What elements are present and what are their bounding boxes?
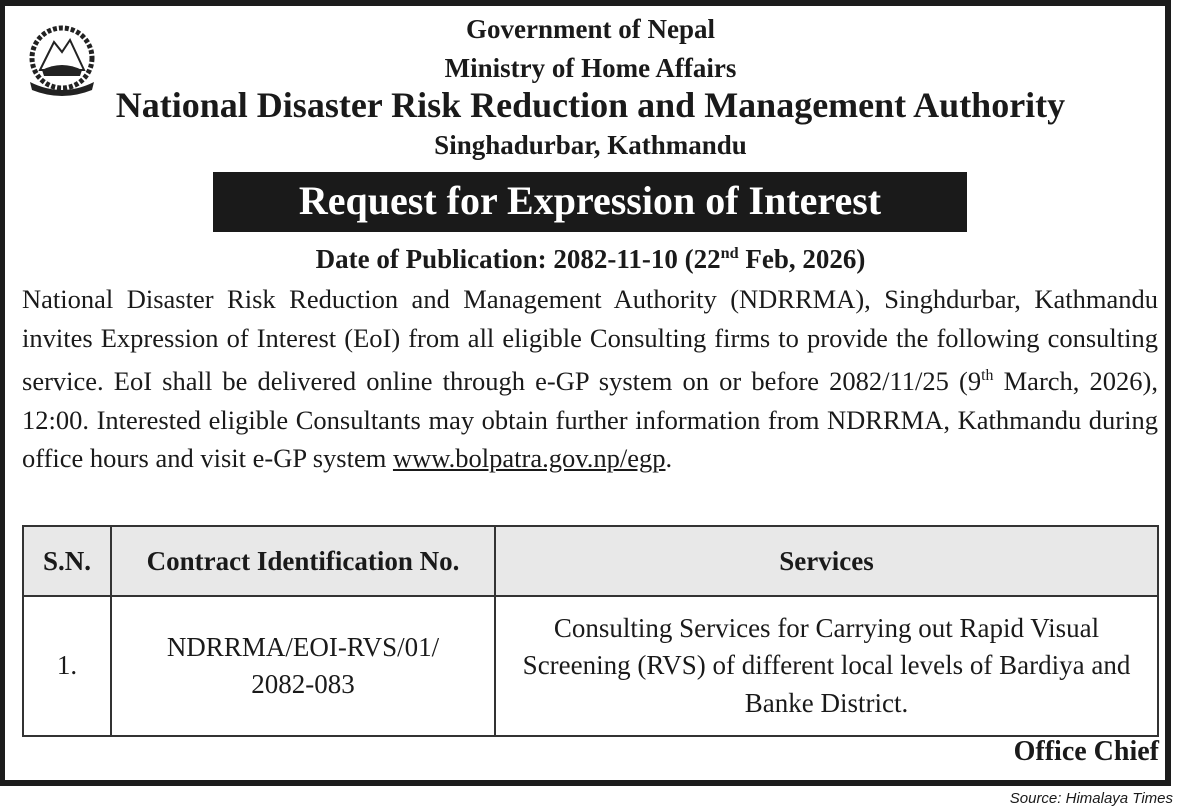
cell-service: Consulting Services for Carrying out Rapid Visual Screening (RVS) of different local levels of Bardiya and Banke District. <box>495 596 1158 736</box>
authority-title: National Disaster Risk Reduction and Management Authority <box>115 85 1066 125</box>
col-contract-id: Contract Identification No. <box>111 526 495 596</box>
table-header <box>23 526 1158 596</box>
col-sn: S.N. <box>23 526 111 596</box>
notice-banner: Request for Expression of Interest <box>213 172 967 232</box>
ministry-title: Ministry of Home Affairs <box>444 53 737 83</box>
cell-sn: 1. <box>23 596 111 736</box>
col-services: Services <box>495 526 1158 596</box>
notice-body: National Disaster Risk Reduction and Management Authority (NDRRMA), Singhdurbar, Kathmandu invites Expression of Interest (EoI) from all eligible Consulting firms to provide the following consulting service. EoI shall be delivered online through e-GP system on or before 2082/11/25 (9th March, 2026), 12:00. Interested eligible Consultants may obtain further information from NDRRMA, Kathmandu during office hours and visit e-GP system www.bolpatra.gov.np/egp. <box>22 284 1158 474</box>
signature: Office Chief <box>1013 736 1159 767</box>
address: Singhadurbar, Kathmandu <box>434 130 747 160</box>
source-credit: Source: Himalaya Times <box>1009 790 1173 807</box>
services-table <box>22 525 1159 737</box>
government-title: Government of Nepal <box>466 14 715 44</box>
publication-date: Date of Publication: 2082-11-10 (22nd Feb, 2026) <box>315 244 866 274</box>
table-row <box>23 596 1158 736</box>
cell-contract-id: NDRRMA/EOI-RVS/01/ 2082-083 <box>111 596 495 736</box>
egp-link[interactable]: www.bolpatra.gov.np/egp <box>392 443 666 474</box>
